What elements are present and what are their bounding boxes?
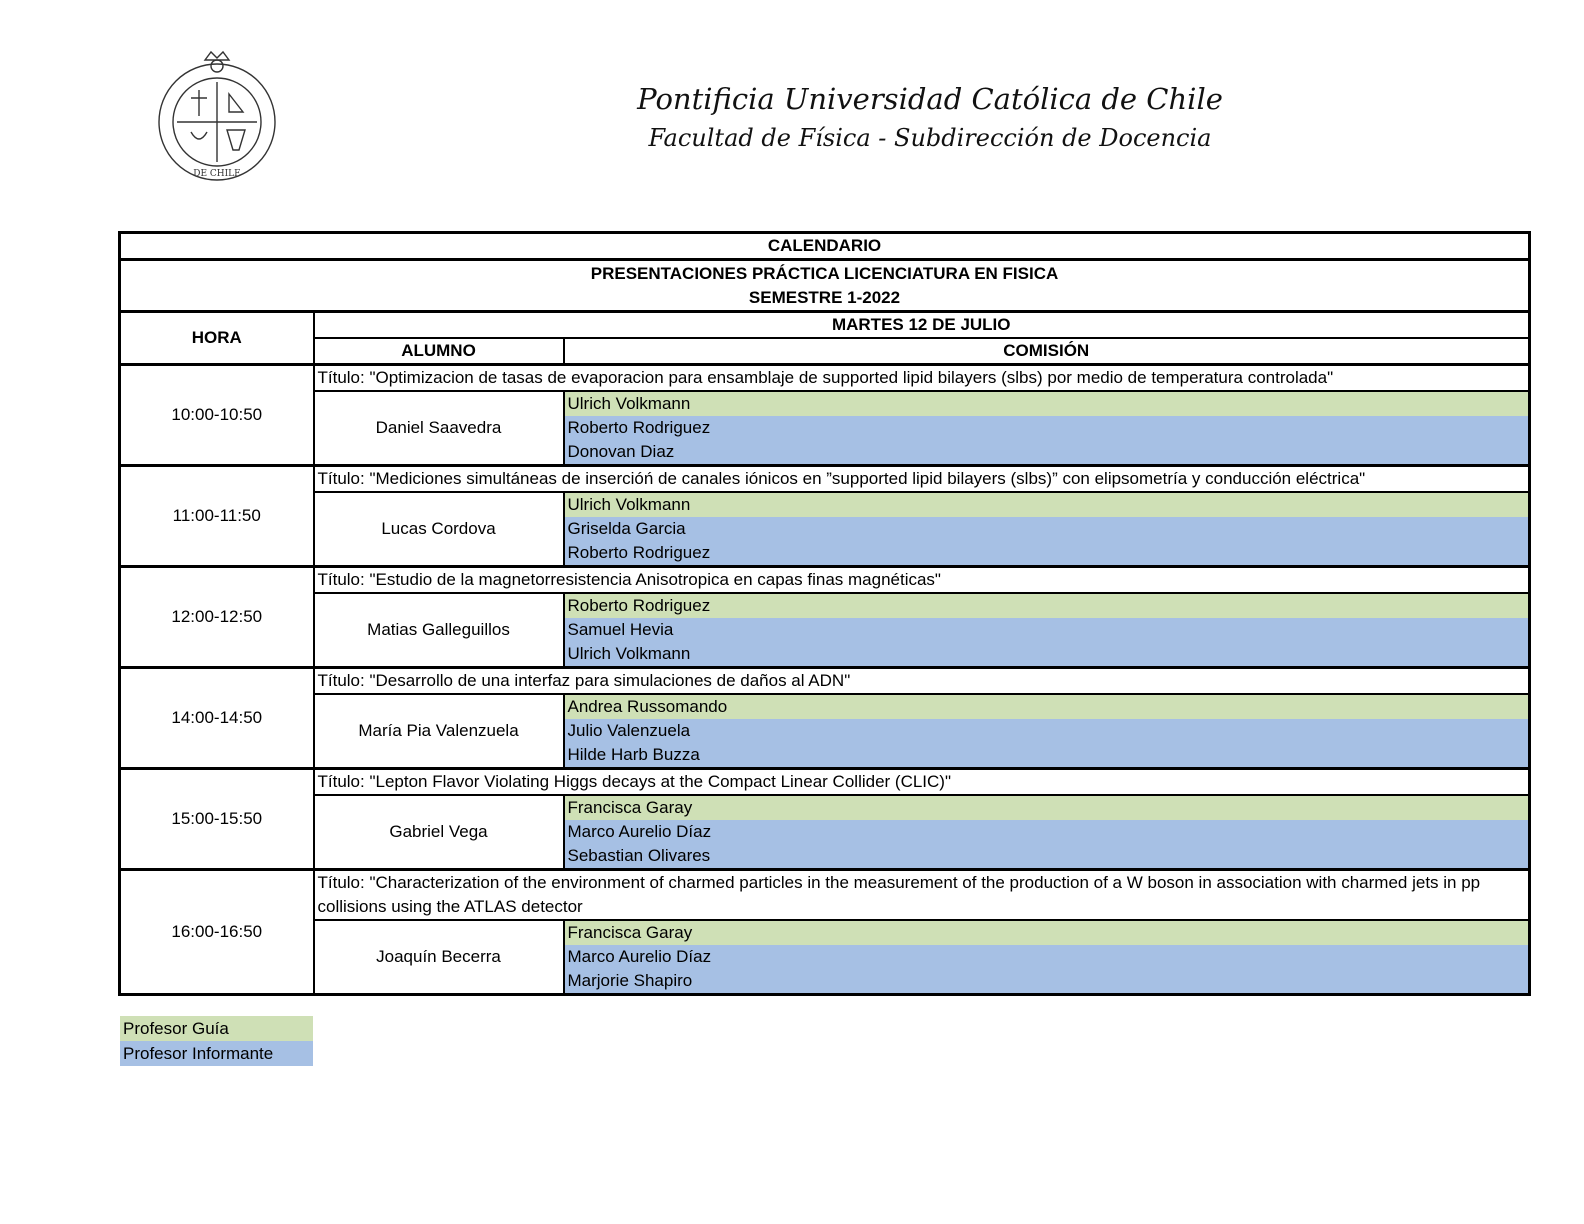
session-time: 12:00-12:50	[120, 567, 314, 668]
student-name: Gabriel Vega	[314, 795, 564, 870]
legend	[120, 1016, 313, 1066]
faculty-name: Facultad de Física - Subdirección de Docencia	[648, 124, 1212, 152]
calendar-table	[118, 231, 1531, 996]
session-title: Título: "Optimizacion de tasas de evaporacion para ensamblaje de supported lipid bilayers (slbs) por medio de temperatura controlada"	[314, 365, 1530, 392]
committee-guide: Francisca Garay	[564, 920, 1530, 945]
student-name: María Pia Valenzuela	[314, 694, 564, 769]
session-title: Título: "Mediciones simultáneas de insercióń de canales iónicos en ”supported lipid bilayers (slbs)” con elipsometría y conducción eléctrica"	[314, 466, 1530, 493]
session-time: 11:00-11:50	[120, 466, 314, 567]
date-header: MARTES 12 DE JULIO	[314, 312, 1530, 339]
session-time: 15:00-15:50	[120, 769, 314, 870]
student-name: Matias Galleguillos	[314, 593, 564, 668]
committee-reviewer: Roberto Rodriguez	[564, 541, 1530, 567]
legend-reviewer: Profesor Informante	[120, 1041, 313, 1066]
student-name: Daniel Saavedra	[314, 391, 564, 466]
committee-reviewer: Roberto Rodriguez	[564, 416, 1530, 440]
committee-guide: Andrea Russomando	[564, 694, 1530, 719]
calendar-semester: SEMESTRE 1-2022	[748, 288, 901, 307]
svg-text:DE CHILE: DE CHILE	[193, 169, 241, 179]
session-title: Título: "Characterization of the environment of charmed particles in the measurement of the production of a W boson in association with charmed jets in pp collisions using the ATLAS detector	[314, 870, 1530, 921]
legend-guide: Profesor Guía	[120, 1016, 313, 1041]
committee-reviewer: Julio Valenzuela	[564, 719, 1530, 743]
session-title: Título: "Lepton Flavor Violating Higgs decays at the Compact Linear Collider (CLIC)"	[314, 769, 1530, 796]
university-name: Pontificia Universidad Católica de Chile	[637, 82, 1223, 116]
column-header-alumno: ALUMNO	[314, 338, 564, 365]
committee-reviewer: Marco Aurelio Díaz	[564, 820, 1530, 844]
university-seal-icon	[155, 50, 279, 182]
session-time: 14:00-14:50	[120, 668, 314, 769]
column-header-hora: HORA	[120, 312, 314, 365]
calendar-subtitle: PRESENTACIONES PRÁCTICA LICENCIATURA EN FISICA	[590, 263, 1059, 283]
committee-reviewer: Griselda Garcia	[564, 517, 1530, 541]
committee-reviewer: Marco Aurelio Díaz	[564, 945, 1530, 969]
committee-guide: Ulrich Volkmann	[564, 492, 1530, 517]
committee-reviewer: Samuel Hevia	[564, 618, 1530, 642]
session-title: Título: "Desarrollo de una interfaz para simulaciones de daños al ADN"	[314, 668, 1530, 695]
committee-reviewer: Sebastian Olivares	[564, 844, 1530, 870]
session-time: 16:00-16:50	[120, 870, 314, 995]
student-name: Joaquín Becerra	[314, 920, 564, 995]
committee-guide: Francisca Garay	[564, 795, 1530, 820]
committee-guide: Ulrich Volkmann	[564, 391, 1530, 416]
column-header-comision: COMISIÓN	[564, 338, 1530, 365]
student-name: Lucas Cordova	[314, 492, 564, 567]
committee-reviewer: Ulrich Volkmann	[564, 642, 1530, 668]
committee-reviewer: Hilde Harb Buzza	[564, 743, 1530, 769]
session-title: Título: "Estudio de la magnetorresistencia Anisotropica en capas finas magnéticas"	[314, 567, 1530, 594]
calendar-title: CALENDARIO	[120, 233, 1530, 260]
committee-guide: Roberto Rodriguez	[564, 593, 1530, 618]
committee-reviewer: Marjorie Shapiro	[564, 969, 1530, 995]
session-time: 10:00-10:50	[120, 365, 314, 466]
committee-reviewer: Donovan Diaz	[564, 440, 1530, 466]
